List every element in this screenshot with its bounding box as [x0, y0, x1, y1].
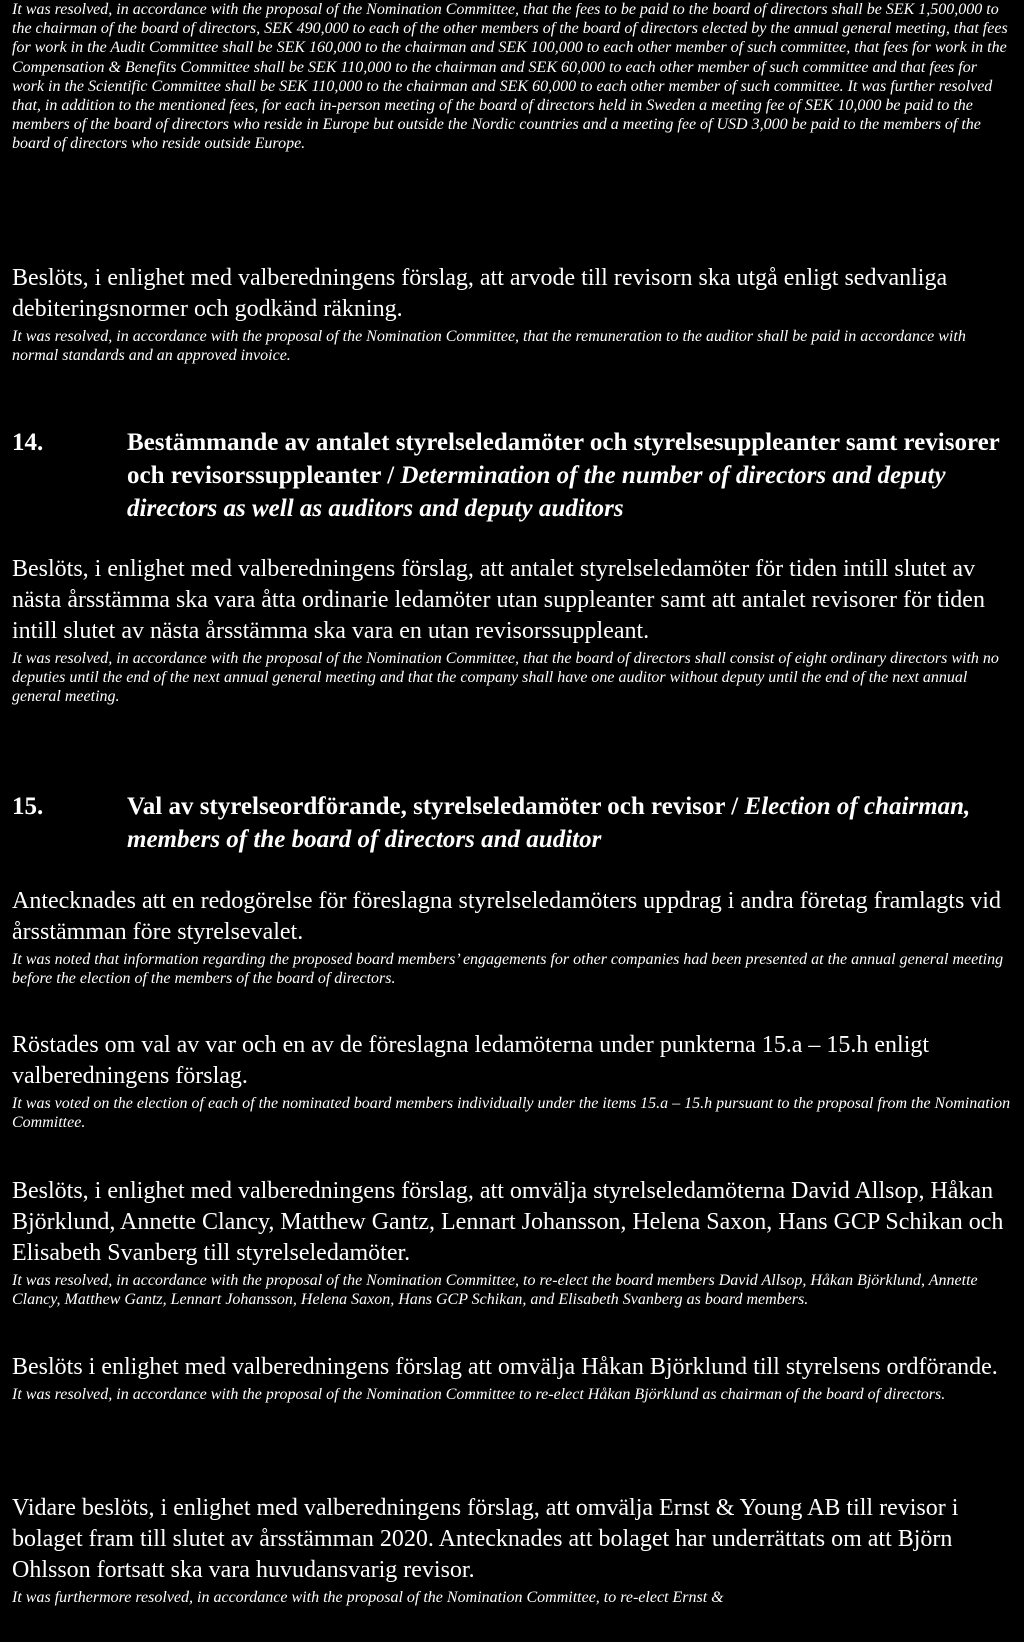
section-14-title-en: Determination of the number of directors and deputy directors as well as auditors and deputy auditors: [127, 462, 946, 522]
section-14-title: [127, 426, 1012, 525]
section-14-heading: [12, 426, 1012, 525]
board-engagements-note: [12, 886, 1012, 988]
section-14-title-sv: Bestämmande av antalet styrelseledamöter och styrelsesuppleanter samt revisorer och revisorssuppleanter /: [127, 429, 1000, 489]
section-15-title-en: Election of chairman, members of the board of directors and auditor: [127, 793, 971, 853]
board-engagements-sv: Antecknades att en redogörelse för föreslagna styrelseledamöters uppdrag i andra företag framlagts vid årsstämman före styrelsevalet.: [12, 888, 1001, 945]
individual-vote-en: It was voted on the election of each of the nominated board members individually under the items 15.a – 15.h pursuant to the proposal from the Nomination Committee.: [12, 1095, 1011, 1132]
auditor-reelection-en: It was furthermore resolved, in accordance with the proposal of the Nomination Committee, to re-elect Ernst &: [12, 1589, 724, 1606]
board-reelection-en: It was resolved, in accordance with the proposal of the Nomination Committee, to re-elect the board members David Allsop, Håkan Björklund, Annette Clancy, Matthew Gantz, Lennart Johansson, Helena Saxon, Hans GCP Schikan, and Elisabeth Svanberg as board members.: [12, 1272, 978, 1309]
chairman-reelection-en: It was resolved, in accordance with the proposal of the Nomination Committee to re-elect Håkan Björklund as chairman of the board of directors.: [12, 1386, 946, 1403]
board-reelection-resolution: [12, 1176, 1012, 1309]
board-engagements-en: It was noted that information regarding the proposed board members’ engagements for other companies had been presented at the annual general meeting before the election of the members of the board of directors.: [12, 951, 1004, 988]
auditor-fee-sv: Beslöts, i enlighet med valberedningens förslag, att arvode till revisorn ska utgå enligt sedvanliga debiteringsnormer och godkänd räkning.: [12, 265, 948, 322]
individual-vote-note: [12, 1030, 1012, 1132]
chairman-reelection-sv: Beslöts i enlighet med valberedningens förslag att omvälja Håkan Björklund till styrelsens ordförande.: [12, 1354, 998, 1380]
auditor-fee-en: It was resolved, in accordance with the proposal of the Nomination Committee, that the remuneration to the auditor shall be paid in accordance with normal standards and an approved invoice.: [12, 328, 966, 365]
section-15-title-sv: Val av styrelseordförande, styrelseledamöter och revisor /: [127, 793, 745, 820]
section-14-resolution: [12, 554, 1012, 707]
chairman-reelection-resolution: [12, 1352, 1012, 1404]
section-15-number: 15.: [12, 793, 44, 820]
auditor-reelection-sv: Vidare beslöts, i enlighet med valberedningens förslag, att omvälja Ernst & Young AB till revisor i bolaget fram till slutet av årsstämman 2020. Antecknades att bolaget har underrättats om att Björn Ohlsson fortsatt ska vara huvudansvarig revisor.: [12, 1495, 959, 1583]
auditor-fee-resolution: [12, 263, 1012, 365]
board-reelection-sv: Beslöts, i enlighet med valberedningens förslag, att omvälja styrelseledamöterna David Allsop, Håkan Björklund, Annette Clancy, Matthew Gantz, Lennart Johansson, Helena Saxon, Hans GCP Schikan och Elisabeth Svanberg till styrelseledamöter.: [12, 1178, 1004, 1266]
individual-vote-sv: Röstades om val av var och en av de föreslagna ledamöterna under punkterna 15.a – 15.h enligt valberedningens förslag.: [12, 1032, 930, 1089]
section-14-number: 14.: [12, 429, 44, 456]
section-14-sv: Beslöts, i enlighet med valberedningens förslag, att antalet styrelseledamöter för tiden intill slutet av nästa årsstämma ska vara åtta ordinarie ledamöter utan suppleanter samt att antalet revisorer för tiden intill slutet av nästa årsstämma ska vara en utan revisorssuppleant.: [12, 556, 985, 644]
auditor-reelection-resolution: [12, 1493, 1012, 1607]
fees-resolution-en: It was resolved, in accordance with the proposal of the Nomination Committee, that the fees to be paid to the board of directors shall be SEK 1,500,000 to the chairman of the board of directors, SEK 490,000 to each of the other members of the board of directors elected by the annual general meeting, that fees for work in the Audit Committee shall be SEK 160,000 to the chairman and SEK 100,000 to each other member of such committee, that fees for work in the Compensation & Benefits Committee shall be SEK 110,000 to the chairman and SEK 60,000 to each other member of such committee and that fees for work in the Scientific Committee shall be SEK 110,000 to the chairman and SEK 60,000 to each other member of such committee. It was further resolved that, in addition to the mentioned fees, for each in-person meeting of the board of directors held in Sweden a meeting fee of SEK 10,000 be paid to the members of the board of directors who reside in Europe but outside the Nordic countries and a meeting fee of USD 3,000 be paid to the members of the board of directors who reside outside Europe.: [12, 1, 1008, 153]
section-14-en: It was resolved, in accordance with the proposal of the Nomination Committee, that the board of directors shall consist of eight ordinary directors with no deputies until the end of the next annual general meeting and that the company shall have one auditor without deputy until the end of the next annual general meeting.: [12, 650, 999, 706]
section-15-heading: [12, 790, 1012, 856]
section-15-title: [127, 790, 1012, 856]
